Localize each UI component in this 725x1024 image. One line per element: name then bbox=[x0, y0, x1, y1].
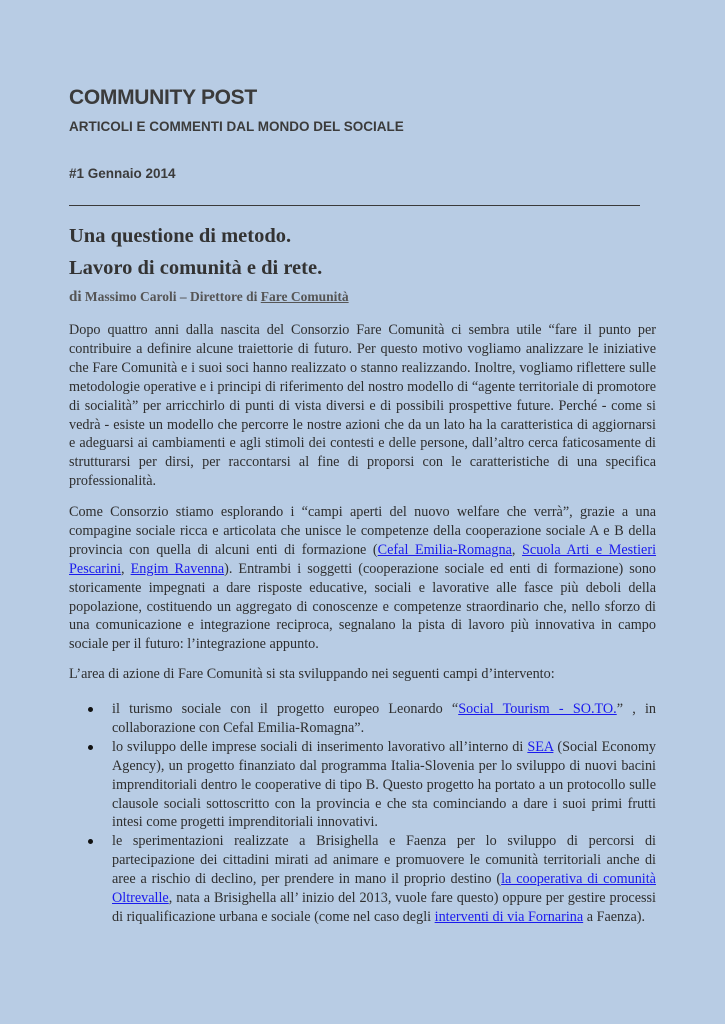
article-title-line1: Una questione di metodo. bbox=[69, 225, 292, 247]
text-segment: ). Entrambi i soggetti (cooperazione sociale ed enti di formazione) sono storicamente impegnati a dare risposte educative, sociali e lavorative alle fasce più deboli della popolazione, costituendo un aggregato di conoscenze e competenze straordinario che, nello sforzo di una comunicazione e integrazione reciproca, segnalano la pista di lavoro più innovativa in campo sociale per il futuro: l’integrazione appunto. bbox=[69, 560, 657, 653]
text-segment: a Faenza). bbox=[583, 908, 646, 925]
paragraph bbox=[69, 665, 656, 684]
list-item bbox=[112, 832, 656, 927]
byline-author: Massimo Caroli – Direttore di bbox=[81, 289, 261, 304]
masthead: COMMUNITY POST bbox=[69, 86, 257, 109]
inline-link[interactable]: SEA bbox=[527, 738, 554, 755]
text-segment: le sperimentazioni realizzate a Brisighella e Faenza per lo sviluppo di percorsi di partecipazione dei cittadini mirati ad animare e promuovere le comunità territoriali anche di aree a rischio di declino, per prendere in mano il proprio destino ( bbox=[112, 833, 656, 888]
paragraph bbox=[69, 321, 656, 491]
inline-link[interactable]: Engim Ravenna bbox=[130, 560, 225, 577]
paragraph bbox=[69, 503, 656, 654]
article-title-line2: Lavoro di comunità e di rete. bbox=[69, 257, 323, 279]
byline bbox=[69, 289, 656, 306]
list-item bbox=[112, 738, 656, 833]
text-segment: (Social Economy Agency), un progetto finanziato dal programma Italia-Slovenia per lo sviluppo di nuovi bacini imprenditoriali dentro le cooperative di tipo B. Questo progetto ha portato a un protocollo sulle clausole sociali sottoscritto con la provincia e che sta cominciando a dare i suoi primi frutti intesi come progetti imprenditoriali innovativi. bbox=[112, 738, 657, 831]
text-segment: il turismo sociale con il progetto europeo Leonardo “ bbox=[112, 701, 459, 717]
inline-link[interactable]: la cooperativa di comunità Oltrevalle bbox=[112, 871, 656, 907]
divider bbox=[69, 205, 640, 206]
text-segment: Dopo quattro anni dalla nascita del Consorzio Fare Comunità ci sembra utile “fare il punto per contribuire a definire alcune traiettorie di futuro. Per questo motivo vogliamo analizzare le iniziative che Fare Comunità e i suoi soci hanno realizzato o stanno realizzando. Inoltre, vogliamo riflettere sulle metodologie operative e i principi di riferimento del nostro modello di “agente territoriale di promotore di socialità” per arricchirlo di punti di vista diversi e di possibili prospettive future. Perché - come si vedrà - esiste un modello che percorre le nostre azioni che da un lato ha la caratteristica di aggiornarsi e adeguarsi ai cambiamenti e agli stimoli dei contesti e delle persone, dall’altro cerca faticosamente di strutturarsi per dirsi, per raccontarsi al fine di proporsi con le caratteristiche di una specifica professionalità. bbox=[69, 322, 656, 490]
byline-di: di bbox=[69, 289, 82, 305]
text-segment: Come Consorzio stiamo esplorando i “campi aperti del nuovo welfare che verrà”, grazie a una compagine sociale ricca e articolata che unisce le competenze della cooperazione sociale A e B della provincia con quella di alcuni enti di formazione ( bbox=[69, 504, 656, 558]
inline-link[interactable]: interventi di via Fornarina bbox=[434, 908, 584, 925]
text-segment: , bbox=[511, 541, 523, 558]
intervention-list bbox=[69, 700, 656, 927]
inline-link[interactable]: Social Tourism - SO.TO. bbox=[458, 701, 617, 717]
byline-org-link[interactable]: Fare Comunità bbox=[260, 289, 349, 304]
inline-link[interactable]: Cefal Emilia-Romagna bbox=[377, 541, 512, 558]
list-item bbox=[112, 700, 656, 738]
issue-date: #1 Gennaio 2014 bbox=[69, 166, 176, 181]
text-segment: , bbox=[121, 560, 131, 577]
text-segment: lo sviluppo delle imprese sociali di inserimento lavorativo all’interno di bbox=[112, 738, 528, 755]
text-segment: , nata a Brisighella all’ inizio del 2013, vuole fare questo) oppure per gestire processi di riqualificazione urbana e sociale (come nel caso degli bbox=[112, 890, 656, 925]
text-segment: L’area di azione di Fare Comunità si sta sviluppando nei seguenti campi d’intervento: bbox=[69, 666, 555, 682]
subtitle: ARTICOLI E COMMENTI DAL MONDO DEL SOCIALE bbox=[69, 119, 404, 134]
text-segment: ” , in collaborazione con Cefal Emilia-Romagna”. bbox=[112, 701, 656, 736]
inline-link[interactable]: Scuola Arti e Mestieri Pescarini bbox=[69, 541, 657, 577]
